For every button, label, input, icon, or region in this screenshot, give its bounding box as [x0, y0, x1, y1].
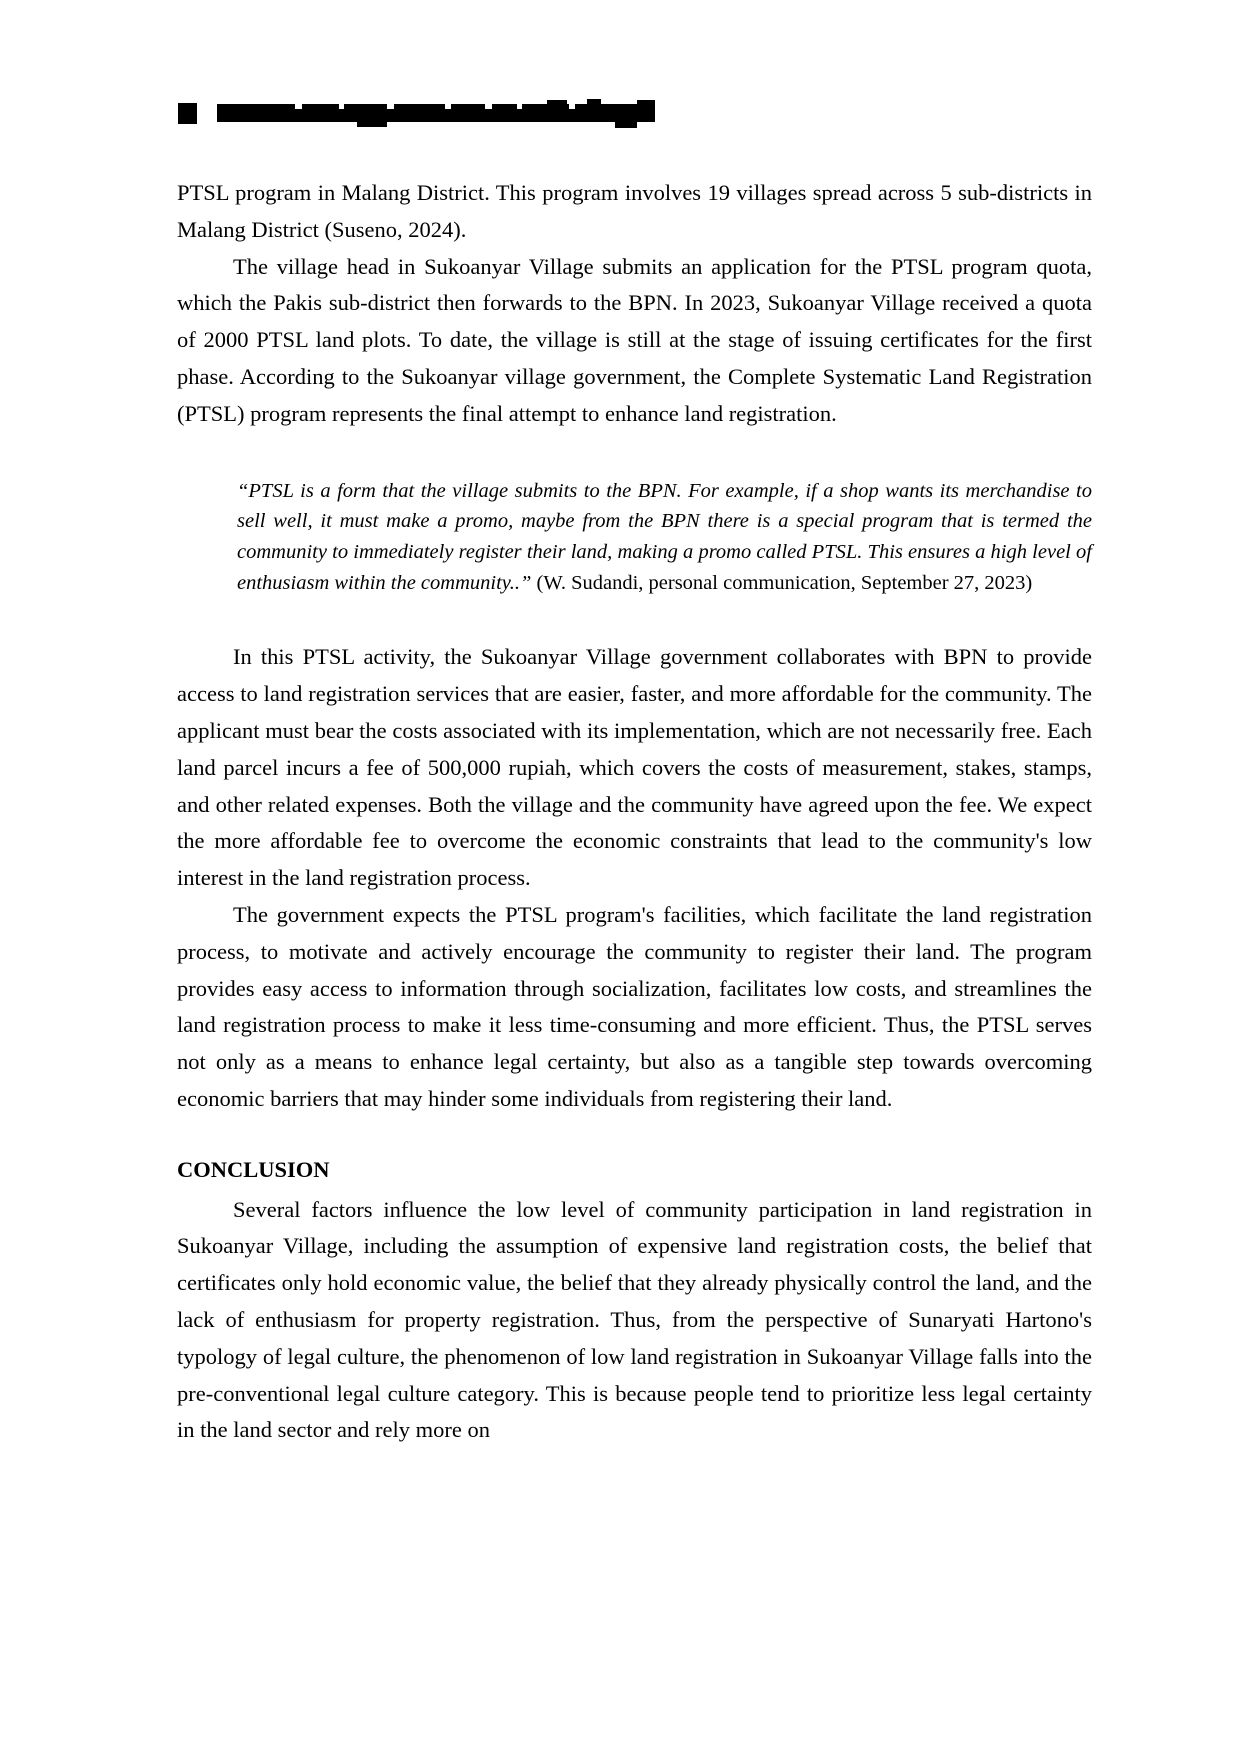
document-body	[177, 175, 1092, 1449]
paragraph: The village head in Sukoanyar Village submits an application for the PTSL program quota, which the Pakis sub-district then forwards to the BPN. In 2023, Sukoanyar Village received a quota of 2000 PTSL land plots. To date, the village is still at the stage of issuing certificates for the first phase. According to the Sukoanyar village government, the Complete Systematic Land Registration (PTSL) program represents the final attempt to enhance land registration.	[177, 253, 1092, 426]
redaction-notch	[569, 104, 575, 109]
quote-attribution: (W. Sudandi, personal communication, September 27, 2023)	[531, 571, 1033, 594]
redaction-notch	[485, 104, 492, 109]
redaction-square	[178, 103, 197, 124]
quote-text: “PTSL is a form that the village submits to the BPN. For example, if a shop wants its merchandise to sell well, it must make a promo, maybe from the BPN there is a special program that is termed the community to immediately register their land, making a promo called PTSL. This ensures a high level of enthusiasm within the community..”	[237, 479, 1092, 594]
redaction-notch	[339, 104, 344, 109]
redaction-bump	[587, 99, 601, 104]
redaction-bar	[217, 104, 655, 122]
redaction-bump	[547, 100, 567, 104]
conclusion-paragraph: Several factors influence the low level of community participation in land registration in Sukoanyar Village, including the assumption of expensive land registration costs, the belief that certificates only hold economic value, the belief that they already physically control the land, and the lack of enthusiasm for property registration. Thus, from the perspective of Sunaryati Hartono's typology of legal culture, the phenomenon of low land registration in Sukoanyar Village falls into the pre-conventional legal culture category. This is because people tend to prioritize less legal certainty in the land sector and rely more on	[177, 1196, 1092, 1443]
redaction-bump	[615, 122, 637, 128]
conclusion-heading: CONCLUSION	[177, 1156, 330, 1182]
block-quote	[237, 476, 1092, 599]
redacted-title	[178, 103, 658, 131]
redaction-bump	[637, 100, 655, 104]
redaction-notch	[445, 104, 451, 109]
paragraph: In this PTSL activity, the Sukoanyar Village government collaborates with BPN to provide access to land registration services that are easier, faster, and more affordable for the community. The applicant must bear the costs associated with its implementation, which are not necessarily free. Each land parcel incurs a fee of 500,000 rupiah, which covers the costs of measurement, stakes, stamps, and other related expenses. Both the village and the community have agreed upon the fee. We expect the more affordable fee to overcome the economic constraints that lead to the community's low interest in the land registration process.	[177, 644, 1092, 891]
redaction-notch	[517, 104, 522, 109]
redaction-bump	[357, 122, 387, 127]
redaction-notch	[387, 104, 394, 109]
paragraph-continuation: PTSL program in Malang District. This program involves 19 villages spread across 5 sub-districts in Malang District (Suseno, 2024).	[177, 180, 1092, 242]
paragraph: The government expects the PTSL program's facilities, which facilitate the land registration process, to motivate and actively encourage the community to register their land. The program provides easy access to information through socialization, facilitates low costs, and streamlines the land registration process to make it less time-consuming and more efficient. Thus, the PTSL serves not only as a means to enhance legal certainty, but also as a tangible step towards overcoming economic barriers that may hinder some individuals from registering their land.	[177, 901, 1092, 1111]
redaction-notch	[295, 104, 302, 109]
